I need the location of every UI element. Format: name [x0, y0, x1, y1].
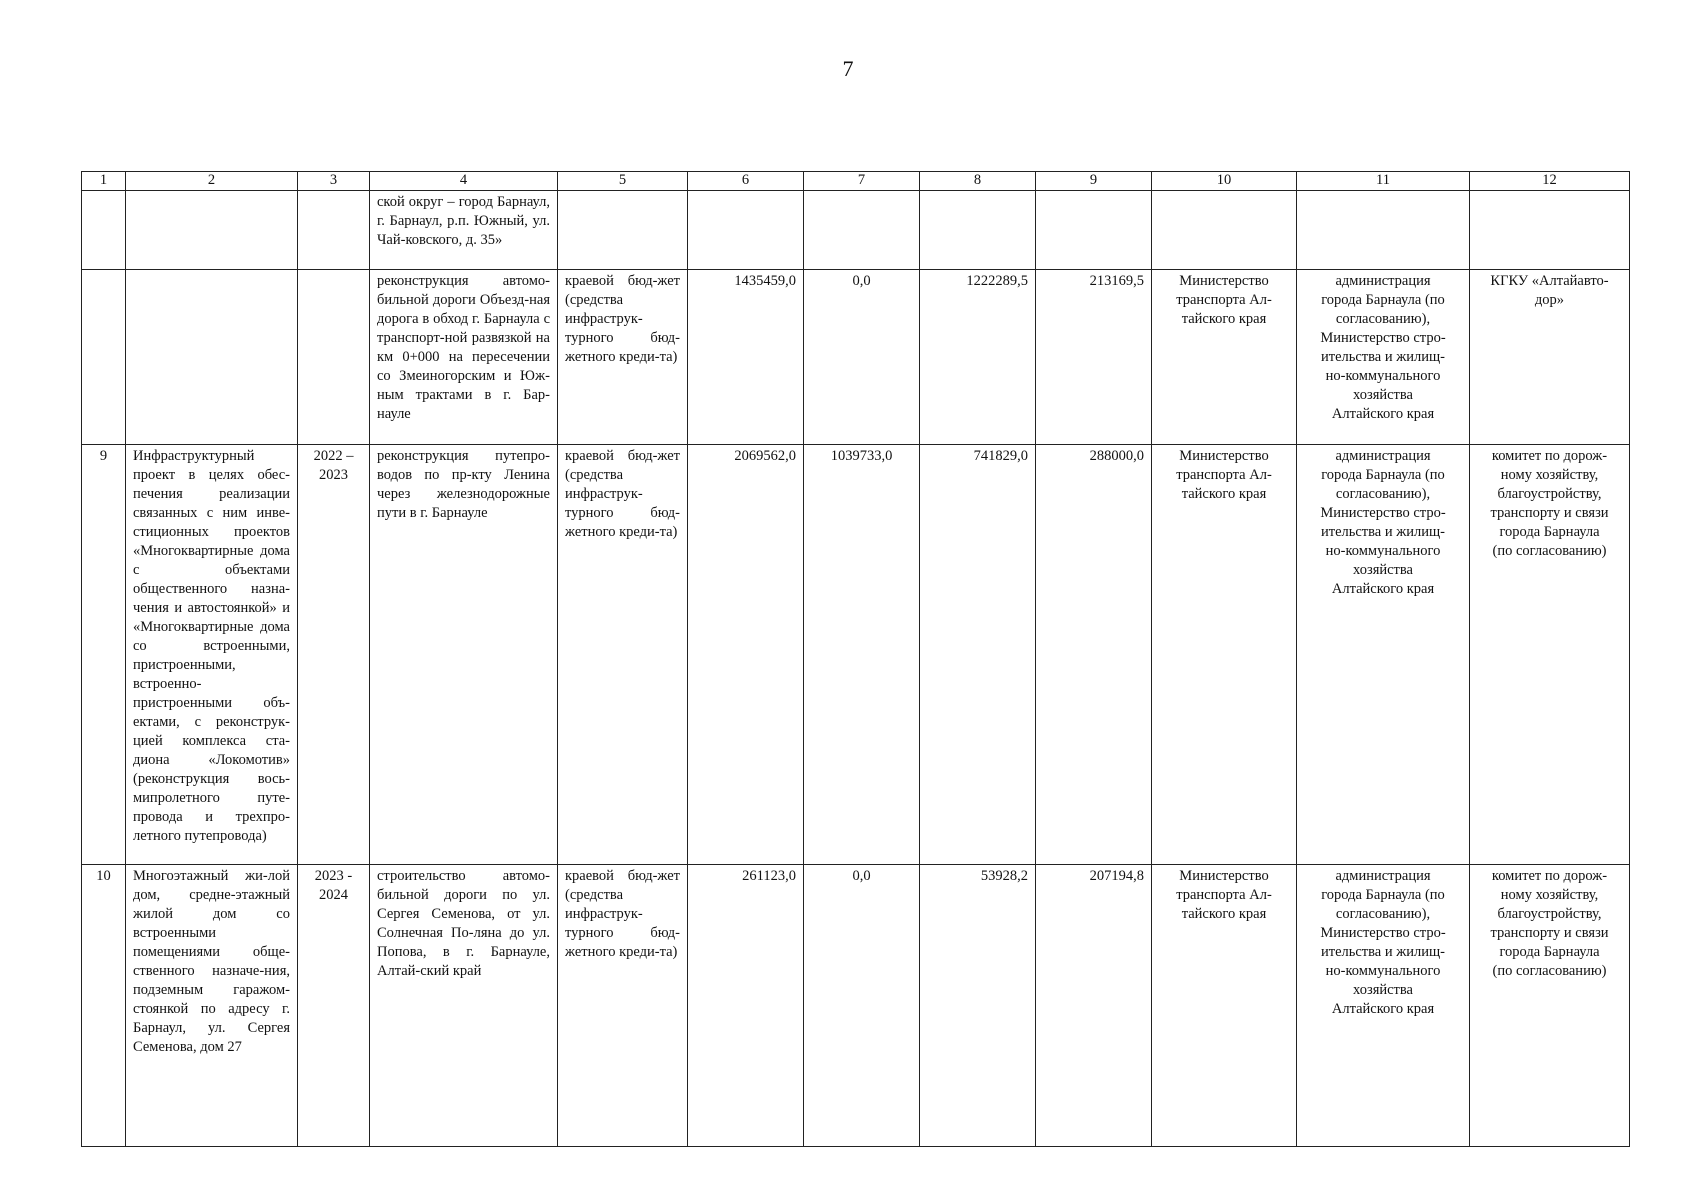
cell-participants: администрация города Барнаула (по согласованию), Министерство стро- ительства и жилищ- но-коммунального хозяйства Алтайского края: [1297, 445, 1470, 865]
column-number: 7: [804, 172, 920, 191]
page-number: 7: [842, 56, 854, 81]
cell-year-2: [920, 191, 1036, 270]
cell-object: реконструкция автомо-бильной дороги Объезд-ная дорога в обход г. Барнаула с транспорт-ной развязкой на км 0+000 на пересечении со Змеиногорским и Юж-ным трактами в г. Бар-науле: [370, 270, 558, 445]
cell-year-3: 288000,0: [1036, 445, 1152, 865]
cell-total: 1435459,0: [688, 270, 804, 445]
cell-period: [298, 270, 370, 445]
cell-year-1: 1039733,0: [804, 445, 920, 865]
cell-project: Многоэтажный жи-лой дом, средне-этажный жилой дом со встроенными помещениями обще-ственного назначе-ния, подземным гаражом-стоянкой по адресу г. Барнаул, ул. Сергея Семенова, дом 27: [126, 865, 298, 1147]
cell-object: реконструкция путепро-водов по пр-кту Ленина через железнодорожные пути в г. Барнауле: [370, 445, 558, 865]
column-number: 8: [920, 172, 1036, 191]
cell-participants: администрация города Барнаула (по согласованию), Министерство стро- ительства и жилищ- но-коммунального хозяйства Алтайского края: [1297, 270, 1470, 445]
column-number: 9: [1036, 172, 1152, 191]
cell-participants: администрация города Барнаула (по согласованию), Министерство стро- ительства и жилищ- но-коммунального хозяйства Алтайского края: [1297, 865, 1470, 1147]
column-number-row: [82, 172, 1630, 191]
cell-source: краевой бюд-жет (средства инфраструк-турного бюд-жетного креди-та): [558, 865, 688, 1147]
cell-total: 261123,0: [688, 865, 804, 1147]
cell-project: Инфраструктурный проект в целях обес-печения реализации связанных с ним инве-стиционных проектов «Многоквартирные дома с объектами общественного назна-чения и автостоянкой» и «Многоквартирные дома со встроенными, пристроенными, встроенно-пристроенными объ-ектами, с реконструк-цией комплекса ста-диона «Локомотив» (реконструкция вось-мипролетного путе-провода и трехпро-летного путепровода): [126, 445, 298, 865]
cell-number: [82, 270, 126, 445]
cell-customer: [1470, 191, 1630, 270]
cell-participants: [1297, 191, 1470, 270]
cell-year-1: 0,0: [804, 865, 920, 1147]
table-row: [82, 270, 1630, 445]
cell-year-1: [804, 191, 920, 270]
cell-object: ской округ – город Барнаул, г. Барнаул, р.п. Южный, ул. Чай-ковского, д. 35»: [370, 191, 558, 270]
cell-number: 9: [82, 445, 126, 865]
cell-responsible: Министерство транспорта Ал- тайского края: [1152, 445, 1297, 865]
column-number: 12: [1470, 172, 1630, 191]
cell-year-3: 213169,5: [1036, 270, 1152, 445]
column-number: 4: [370, 172, 558, 191]
cell-period: 2023 - 2024: [298, 865, 370, 1147]
cell-project: [126, 191, 298, 270]
column-number: 11: [1297, 172, 1470, 191]
cell-number: [82, 191, 126, 270]
cell-period: [298, 191, 370, 270]
cell-customer: комитет по дорож- ному хозяйству, благоустройству, транспорту и связи города Барнаула (по согласованию): [1470, 865, 1630, 1147]
column-number: 2: [126, 172, 298, 191]
cell-year-2: 53928,2: [920, 865, 1036, 1147]
cell-year-3: [1036, 191, 1152, 270]
column-number: 10: [1152, 172, 1297, 191]
column-number: 5: [558, 172, 688, 191]
cell-number: 10: [82, 865, 126, 1147]
cell-customer: комитет по дорож- ному хозяйству, благоустройству, транспорту и связи города Барнаула (по согласованию): [1470, 445, 1630, 865]
cell-year-2: 741829,0: [920, 445, 1036, 865]
cell-object: строительство автомо-бильной дороги по ул. Сергея Семенова, от ул. Солнечная По-ляна до ул. Попова, в г. Барнауле, Алтай-ский край: [370, 865, 558, 1147]
cell-responsible: [1152, 191, 1297, 270]
program-table: [81, 171, 1630, 1147]
cell-period: 2022 – 2023: [298, 445, 370, 865]
cell-source: краевой бюд-жет (средства инфраструк-турного бюд-жетного креди-та): [558, 270, 688, 445]
cell-year-3: 207194,8: [1036, 865, 1152, 1147]
cell-source: краевой бюд-жет (средства инфраструк-турного бюд-жетного креди-та): [558, 445, 688, 865]
cell-total: [688, 191, 804, 270]
column-number: 1: [82, 172, 126, 191]
cell-source: [558, 191, 688, 270]
cell-project: [126, 270, 298, 445]
column-number: 3: [298, 172, 370, 191]
cell-responsible: Министерство транспорта Ал- тайского края: [1152, 270, 1297, 445]
column-number: 6: [688, 172, 804, 191]
cell-responsible: Министерство транспорта Ал- тайского края: [1152, 865, 1297, 1147]
cell-year-1: 0,0: [804, 270, 920, 445]
table-row: [82, 445, 1630, 865]
cell-customer: КГКУ «Алтайавто- дор»: [1470, 270, 1630, 445]
table-row: [82, 191, 1630, 270]
cell-total: 2069562,0: [688, 445, 804, 865]
table-row: [82, 865, 1630, 1147]
cell-year-2: 1222289,5: [920, 270, 1036, 445]
